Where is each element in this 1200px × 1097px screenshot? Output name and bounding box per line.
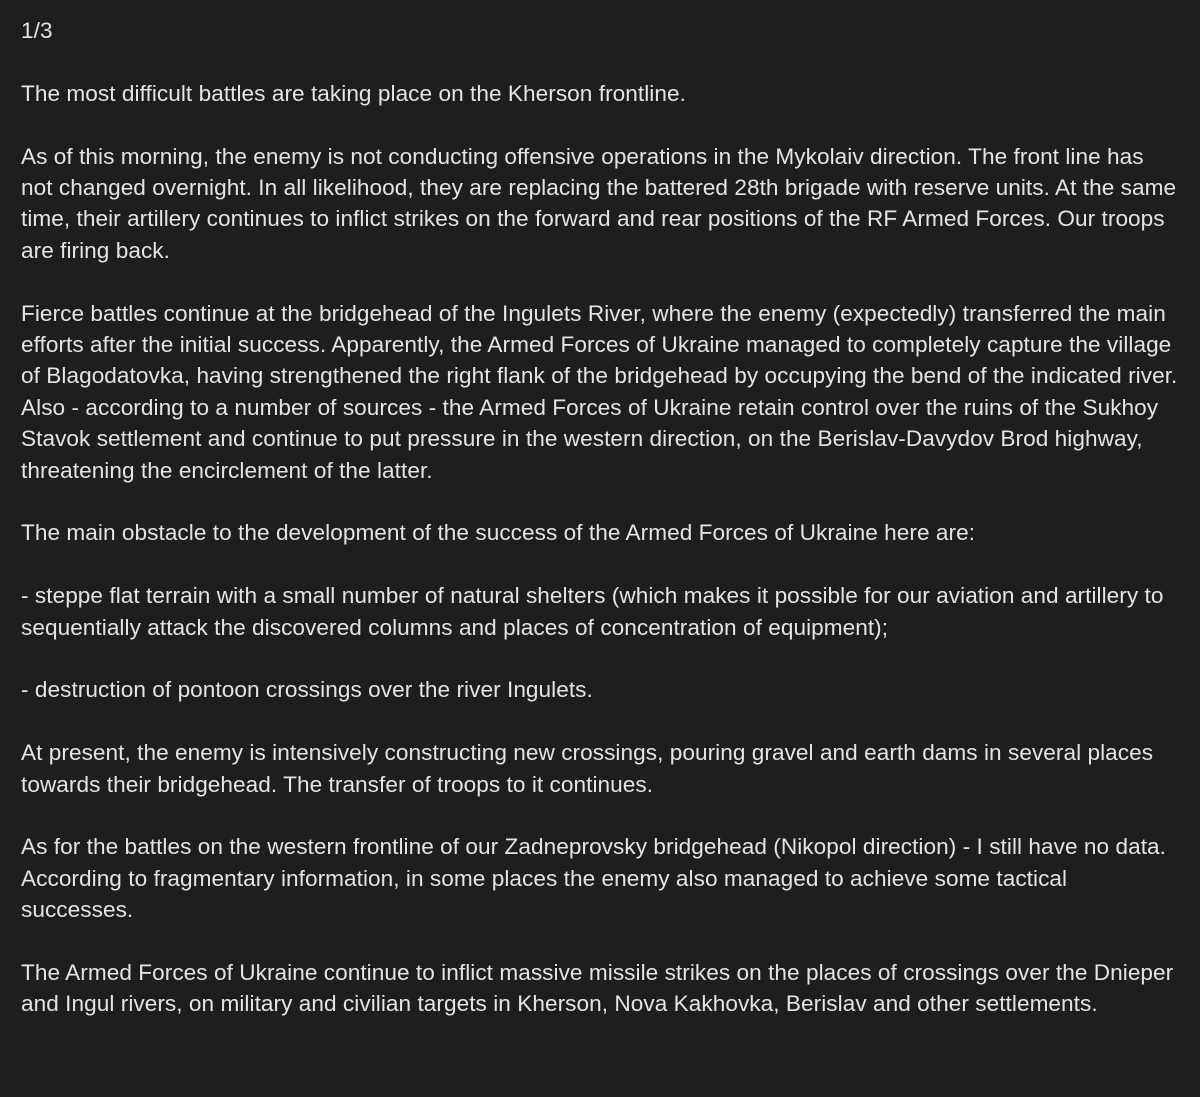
paragraph-nikopol: As for the battles on the western frontline of our Zadneprovsky bridgehead (Nikopol direction) - I still have no data. According to fragmentary information, in some places the enemy also managed to achieve some tactical successes.	[21, 834, 1166, 923]
paragraph-missile-strikes: The Armed Forces of Ukraine continue to inflict massive missile strikes on the places of crossings over the Dnieper and Ingul rivers, on military and civilian targets in Kherson, Nova Kakhovka, Berislav and other settlements.	[21, 960, 1174, 1017]
paragraph-intro: The most difficult battles are taking place on the Kherson frontline.	[21, 80, 686, 106]
paragraph-construction: At present, the enemy is intensively constructing new crossings, pouring gravel and earth dams in several places towards their bridgehead. The transfer of troops to it continues.	[21, 740, 1154, 797]
page-counter: 1/3	[21, 18, 53, 43]
paragraph-mykolaiv: As of this morning, the enemy is not conducting offensive operations in the Mykolaiv direction. The front line has not changed overnight. In all likelihood, they are replacing the battered 28th brigade with reserve units. At the same time, their artillery continues to inflict strikes on the forward and rear positions of the RF Armed Forces. Our troops are firing back.	[21, 143, 1177, 263]
paragraph-obstacles-intro: The main obstacle to the development of the success of the Armed Forces of Ukraine here are:	[21, 520, 976, 546]
paragraph-obstacle-terrain: - steppe flat terrain with a small number of natural shelters (which makes it possible for our aviation and artillery to sequentially attack the discovered columns and places of concentration of equipment);	[21, 583, 1164, 640]
paragraph-obstacle-crossings: - destruction of pontoon crossings over the river Ingulets.	[21, 677, 593, 703]
paragraph-ingulets: Fierce battles continue at the bridgehead of the Ingulets River, where the enemy (expectedly) transferred the main efforts after the initial success. Apparently, the Armed Forces of Ukraine managed to completely capture the village of Blagodatovka, having strengthened the right flank of the bridgehead by occupying the bend of the indicated river. Also - according to a number of sources - the Armed Forces of Ukraine retain control over the ruins of the Sukhoy Stavok settlement and continue to put pressure in the western direction, on the Berislav-Davydov Brod highway, threatening the encirclement of the latter.	[21, 300, 1178, 483]
